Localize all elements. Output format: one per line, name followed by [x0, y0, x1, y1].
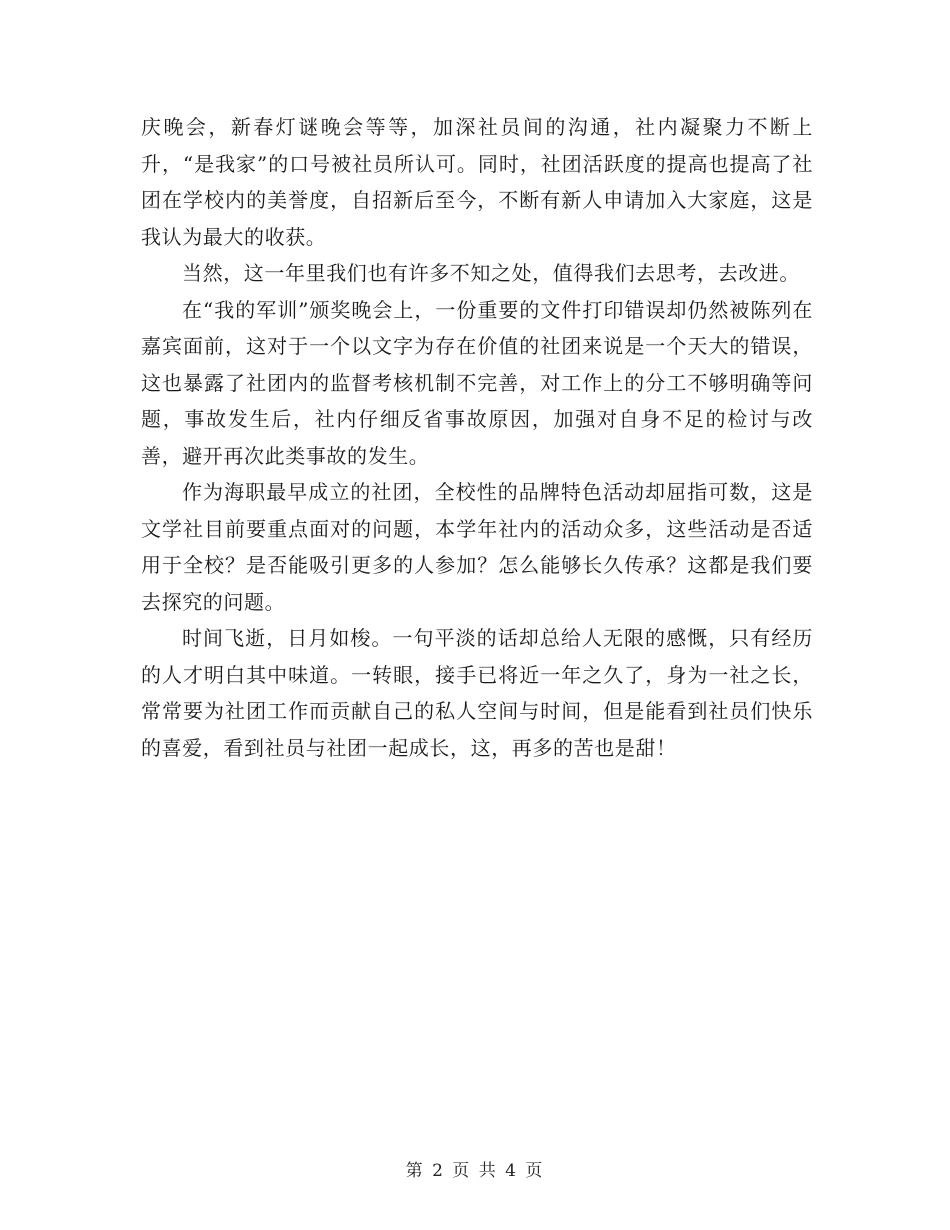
paragraph-2: 当然，这一年里我们也有许多不知之处，值得我们去思考，去改进。: [182, 261, 800, 285]
paragraph-1: 庆晚会，新春灯谜晚会等等，加深社员间的沟通，社内凝聚力不断上升，“是我家”的口号被社员所认可。同时，社团活跃度的提高也提高了社团在学校内的美誉度，自招新后至今，不断有新人申请加入大家庭，这是我认为最大的收获。: [141, 115, 813, 249]
document-body: [141, 109, 813, 766]
paragraph-4: 作为海职最早成立的社团，全校性的品牌特色活动却屈指可数，这是文学社目前要重点面对的问题，本学年社内的活动众多，这些活动是否适用于全校？是否能吸引更多的人参加？怎么能够长久传承？这都是我们要去探究的问题。: [141, 480, 813, 614]
paragraph-5: 时间飞逝，日月如梭。一句平淡的话却总给人无限的感慨，只有经历的人才明白其中味道。一转眼，接手已将近一年之久了，身为一社之长，常常要为社团工作而贡献自己的私人空间与时间，但是能看到社员们快乐的喜爱，看到社员与社团一起成长，这，再多的苦也是甜！: [141, 626, 813, 760]
paragraph-3: 在“我的军训”颁奖晚会上，一份重要的文件打印错误却仍然被陈列在嘉宾面前，这对于一个以文字为存在价值的社团来说是一个天大的错误，这也暴露了社团内的监督考核机制不完善，对工作上的分工不够明确等问题，事故发生后，社内仔细反省事故原因，加强对自身不足的检讨与改善，避开再次此类事故的发生。: [141, 297, 813, 468]
page-number-footer: 第 2 页 共 4 页: [405, 1161, 545, 1181]
